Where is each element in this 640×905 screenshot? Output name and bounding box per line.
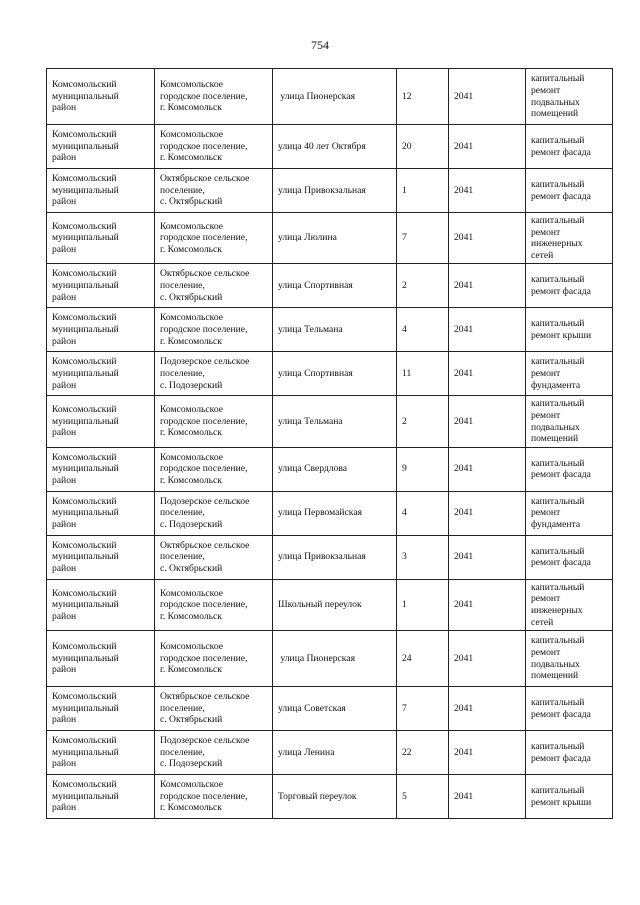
settlement-line: городское поселение,: [160, 415, 248, 427]
district-line: Комсомольский: [52, 587, 117, 599]
work-line: ремонт фасада: [531, 752, 591, 764]
table-row: [47, 396, 613, 447]
settlement-line: городское поселение,: [160, 599, 248, 611]
cell-year: 2041: [449, 308, 526, 352]
cell-street: Школьный переулок: [273, 579, 397, 630]
table-row: [47, 687, 613, 731]
cell-year: 2041: [449, 352, 526, 396]
district-line: муниципальный: [52, 463, 119, 475]
cell-number: 7: [397, 687, 449, 731]
table-row: [47, 352, 613, 396]
cell-year: 2041: [449, 169, 526, 213]
settlement-line: Комсомольское: [160, 641, 223, 653]
district-line: район: [52, 610, 77, 622]
cell-district: [47, 579, 155, 630]
settlement-line: Комсомольское: [160, 587, 223, 599]
work-line: капитальный: [531, 73, 585, 85]
work-line: ремонт фасада: [531, 708, 591, 720]
cell-year: 2041: [449, 775, 526, 819]
work-line: ремонт: [531, 647, 561, 659]
settlement-line: Октябрьское сельское: [160, 268, 250, 280]
cell-year: 2041: [449, 447, 526, 491]
cell-work: [526, 447, 613, 491]
cell-year: 2041: [449, 687, 526, 731]
cell-district: [47, 125, 155, 169]
cell-street: улица Привокзальная: [273, 169, 397, 213]
table-row: [47, 535, 613, 579]
table-row: [47, 731, 613, 775]
work-line: ремонт фасада: [531, 557, 591, 569]
work-line: капитальный: [531, 581, 585, 593]
district-line: муниципальный: [52, 232, 119, 244]
cell-street: улица Пионерская: [273, 69, 397, 125]
work-line: инженерных: [531, 604, 583, 616]
settlement-line: Октябрьское сельское: [160, 539, 250, 551]
settlement-line: Подозерское сельское: [160, 735, 250, 747]
cell-street: улица Тельмана: [273, 396, 397, 447]
work-line: капитальный: [531, 495, 585, 507]
work-line: капитальный: [531, 635, 585, 647]
work-line: капитальный: [531, 215, 585, 226]
table-row: [47, 579, 613, 630]
cell-district: [47, 775, 155, 819]
settlement-line: Комсомольское: [160, 220, 223, 232]
work-line: сетей: [531, 249, 554, 261]
district-line: район: [52, 379, 77, 391]
cell-number: 20: [397, 125, 449, 169]
work-line: ремонт крыши: [531, 796, 592, 808]
cell-district: [47, 69, 155, 125]
cell-street: улица Привокзальная: [273, 535, 397, 579]
cell-street: улица Советская: [273, 687, 397, 731]
cell-year: 2041: [449, 731, 526, 775]
settlement-line: с. Октябрьский: [160, 563, 223, 575]
district-line: район: [52, 714, 77, 726]
work-line: помещений: [531, 670, 579, 682]
cell-year: 2041: [449, 491, 526, 535]
cell-work: [526, 352, 613, 396]
settlement-line: поселение,: [160, 746, 205, 758]
work-line: ремонт: [531, 368, 561, 380]
cell-number: 3: [397, 535, 449, 579]
cell-district: [47, 396, 155, 447]
cell-district: [47, 447, 155, 491]
work-line: фундамента: [531, 519, 581, 531]
cell-year: 2041: [449, 535, 526, 579]
cell-street: улица Пионерская: [273, 631, 397, 687]
settlement-line: городское поселение,: [160, 652, 248, 664]
settlement-line: поселение,: [160, 702, 205, 714]
cell-settlement: [155, 264, 273, 308]
cell-settlement: [155, 775, 273, 819]
settlement-line: городское поселение,: [160, 324, 248, 336]
district-line: муниципальный: [52, 140, 119, 152]
settlement-line: с. Октябрьский: [160, 291, 223, 303]
cell-work: [526, 396, 613, 447]
district-line: район: [52, 563, 77, 575]
district-line: Комсомольский: [52, 356, 117, 368]
district-line: Комсомольский: [52, 404, 117, 416]
settlement-line: городское поселение,: [160, 232, 248, 244]
cell-street: Торговый переулок: [273, 775, 397, 819]
district-line: Комсомольский: [52, 641, 117, 653]
table-row: [47, 491, 613, 535]
settlement-line: г. Комсомольск: [160, 243, 222, 255]
work-line: помещений: [531, 108, 579, 120]
district-line: Комсомольский: [52, 268, 117, 280]
work-line: капитальный: [531, 318, 585, 330]
work-line: помещений: [531, 433, 579, 445]
cell-street: улица Люлина: [273, 213, 397, 264]
cell-settlement: [155, 535, 273, 579]
district-line: Комсомольский: [52, 173, 117, 185]
work-line: капитальный: [531, 785, 585, 797]
district-line: район: [52, 196, 77, 208]
cell-street: улица Первомайская: [273, 491, 397, 535]
district-line: муниципальный: [52, 507, 119, 519]
work-line: фундамента: [531, 379, 581, 391]
district-line: муниципальный: [52, 702, 119, 714]
work-line: ремонт фасада: [531, 469, 591, 481]
cell-work: [526, 69, 613, 125]
cell-work: [526, 213, 613, 264]
cell-number: 4: [397, 308, 449, 352]
settlement-line: поселение,: [160, 507, 205, 519]
work-line: инженерных: [531, 238, 583, 250]
cell-settlement: [155, 352, 273, 396]
cell-work: [526, 308, 613, 352]
cell-number: 9: [397, 447, 449, 491]
cell-year: 2041: [449, 69, 526, 125]
district-line: район: [52, 475, 77, 487]
district-line: Комсомольский: [52, 735, 117, 747]
settlement-line: городское поселение,: [160, 790, 248, 802]
district-line: Комсомольский: [52, 129, 117, 141]
district-line: Комсомольский: [52, 691, 117, 703]
table-row: [47, 264, 613, 308]
cell-district: [47, 352, 155, 396]
district-line: муниципальный: [52, 415, 119, 427]
settlement-line: с. Октябрьский: [160, 196, 223, 208]
cell-district: [47, 169, 155, 213]
district-line: Комсомольский: [52, 451, 117, 463]
settlement-line: Комсомольское: [160, 312, 223, 324]
settlement-line: городское поселение,: [160, 90, 248, 102]
work-line: подвальных: [531, 421, 580, 433]
settlement-line: поселение,: [160, 280, 205, 292]
work-line: ремонт фасада: [531, 146, 591, 158]
cell-work: [526, 264, 613, 308]
cell-number: 22: [397, 731, 449, 775]
cell-settlement: [155, 69, 273, 125]
district-line: Комсомольский: [52, 495, 117, 507]
cell-settlement: [155, 491, 273, 535]
settlement-line: Комсомольское: [160, 451, 223, 463]
settlement-line: г. Комсомольск: [160, 152, 222, 164]
settlement-line: г. Комсомольск: [160, 664, 222, 676]
settlement-line: с. Подозерский: [160, 758, 223, 770]
settlement-line: г. Комсомольск: [160, 427, 222, 439]
settlement-line: с. Подозерский: [160, 379, 223, 391]
cell-year: 2041: [449, 396, 526, 447]
work-line: ремонт: [531, 226, 561, 238]
district-line: район: [52, 427, 77, 439]
cell-year: 2041: [449, 125, 526, 169]
work-line: капитальный: [531, 134, 585, 146]
work-line: ремонт: [531, 507, 561, 519]
cell-work: [526, 631, 613, 687]
cell-district: [47, 631, 155, 687]
cell-district: [47, 264, 155, 308]
cell-street: улица Ленина: [273, 731, 397, 775]
cell-number: 4: [397, 491, 449, 535]
work-line: капитальный: [531, 356, 585, 368]
work-line: сетей: [531, 616, 554, 628]
cell-district: [47, 535, 155, 579]
housing-repair-table: [46, 68, 613, 819]
settlement-line: с. Октябрьский: [160, 714, 223, 726]
district-line: район: [52, 664, 77, 676]
settlement-line: городское поселение,: [160, 140, 248, 152]
cell-settlement: [155, 687, 273, 731]
settlement-line: поселение,: [160, 551, 205, 563]
cell-district: [47, 687, 155, 731]
district-line: муниципальный: [52, 184, 119, 196]
cell-settlement: [155, 169, 273, 213]
cell-district: [47, 731, 155, 775]
cell-street: улица Спортивная: [273, 264, 397, 308]
cell-number: 1: [397, 579, 449, 630]
district-line: район: [52, 519, 77, 531]
table-row: [47, 775, 613, 819]
district-line: муниципальный: [52, 280, 119, 292]
settlement-line: Подозерское сельское: [160, 495, 250, 507]
cell-settlement: [155, 308, 273, 352]
cell-work: [526, 491, 613, 535]
cell-street: улица Свердлова: [273, 447, 397, 491]
cell-street: улица 40 лет Октября: [273, 125, 397, 169]
district-line: муниципальный: [52, 652, 119, 664]
settlement-line: Подозерское сельское: [160, 356, 250, 368]
cell-number: 24: [397, 631, 449, 687]
district-line: Комсомольский: [52, 539, 117, 551]
cell-work: [526, 579, 613, 630]
settlement-line: г. Комсомольск: [160, 102, 222, 114]
cell-number: 2: [397, 396, 449, 447]
cell-year: 2041: [449, 631, 526, 687]
district-line: муниципальный: [52, 599, 119, 611]
cell-district: [47, 308, 155, 352]
settlement-line: Комсомольское: [160, 779, 223, 791]
cell-work: [526, 169, 613, 213]
table-row: [47, 447, 613, 491]
cell-year: 2041: [449, 264, 526, 308]
cell-settlement: [155, 731, 273, 775]
work-line: капитальный: [531, 398, 585, 410]
settlement-line: г. Комсомольск: [160, 610, 222, 622]
table-row: [47, 213, 613, 264]
cell-work: [526, 687, 613, 731]
district-line: район: [52, 335, 77, 347]
work-line: ремонт крыши: [531, 329, 592, 341]
settlement-line: Комсомольское: [160, 129, 223, 141]
work-line: капитальный: [531, 178, 585, 190]
settlement-line: Октябрьское сельское: [160, 691, 250, 703]
work-line: ремонт: [531, 593, 561, 605]
district-line: Комсомольский: [52, 779, 117, 791]
cell-number: 1: [397, 169, 449, 213]
cell-settlement: [155, 125, 273, 169]
district-line: муниципальный: [52, 324, 119, 336]
district-line: муниципальный: [52, 746, 119, 758]
cell-settlement: [155, 396, 273, 447]
cell-year: 2041: [449, 213, 526, 264]
work-line: капитальный: [531, 274, 585, 286]
cell-number: 7: [397, 213, 449, 264]
district-line: муниципальный: [52, 551, 119, 563]
district-line: район: [52, 102, 77, 114]
page-number: 754: [311, 38, 329, 52]
cell-settlement: [155, 631, 273, 687]
cell-district: [47, 213, 155, 264]
settlement-line: Комсомольское: [160, 404, 223, 416]
cell-number: 11: [397, 352, 449, 396]
table-row: [47, 631, 613, 687]
district-line: Комсомольский: [52, 312, 117, 324]
cell-street: улица Спортивная: [273, 352, 397, 396]
district-line: муниципальный: [52, 368, 119, 380]
settlement-line: городское поселение,: [160, 463, 248, 475]
table-row: [47, 69, 613, 125]
settlement-line: с. Подозерский: [160, 519, 223, 531]
work-line: подвальных: [531, 658, 580, 670]
cell-settlement: [155, 579, 273, 630]
work-line: подвальных: [531, 96, 580, 108]
settlement-line: г. Комсомольск: [160, 475, 222, 487]
cell-number: 12: [397, 69, 449, 125]
district-line: муниципальный: [52, 790, 119, 802]
district-line: район: [52, 243, 77, 255]
cell-work: [526, 731, 613, 775]
settlement-line: Комсомольское: [160, 79, 223, 91]
table-row: [47, 169, 613, 213]
district-line: Комсомольский: [52, 220, 117, 232]
work-line: ремонт фасада: [531, 285, 591, 297]
work-line: ремонт: [531, 84, 561, 96]
district-line: район: [52, 802, 77, 814]
settlement-line: поселение,: [160, 184, 205, 196]
settlement-line: Октябрьское сельское: [160, 173, 250, 185]
cell-work: [526, 535, 613, 579]
cell-street: улица Тельмана: [273, 308, 397, 352]
table-body: [47, 69, 613, 819]
work-line: ремонт: [531, 409, 561, 421]
district-line: район: [52, 152, 77, 164]
district-line: район: [52, 758, 77, 770]
cell-number: 2: [397, 264, 449, 308]
cell-district: [47, 491, 155, 535]
work-line: ремонт фасада: [531, 190, 591, 202]
cell-year: 2041: [449, 579, 526, 630]
cell-work: [526, 125, 613, 169]
district-line: район: [52, 291, 77, 303]
cell-settlement: [155, 213, 273, 264]
settlement-line: г. Комсомольск: [160, 802, 222, 814]
district-line: Комсомольский: [52, 79, 117, 91]
work-line: капитальный: [531, 741, 585, 753]
work-line: капитальный: [531, 545, 585, 557]
district-line: муниципальный: [52, 90, 119, 102]
work-line: капитальный: [531, 697, 585, 709]
cell-number: 5: [397, 775, 449, 819]
cell-work: [526, 775, 613, 819]
table-row: [47, 125, 613, 169]
work-line: капитальный: [531, 457, 585, 469]
settlement-line: поселение,: [160, 368, 205, 380]
cell-settlement: [155, 447, 273, 491]
settlement-line: г. Комсомольск: [160, 335, 222, 347]
table-row: [47, 308, 613, 352]
